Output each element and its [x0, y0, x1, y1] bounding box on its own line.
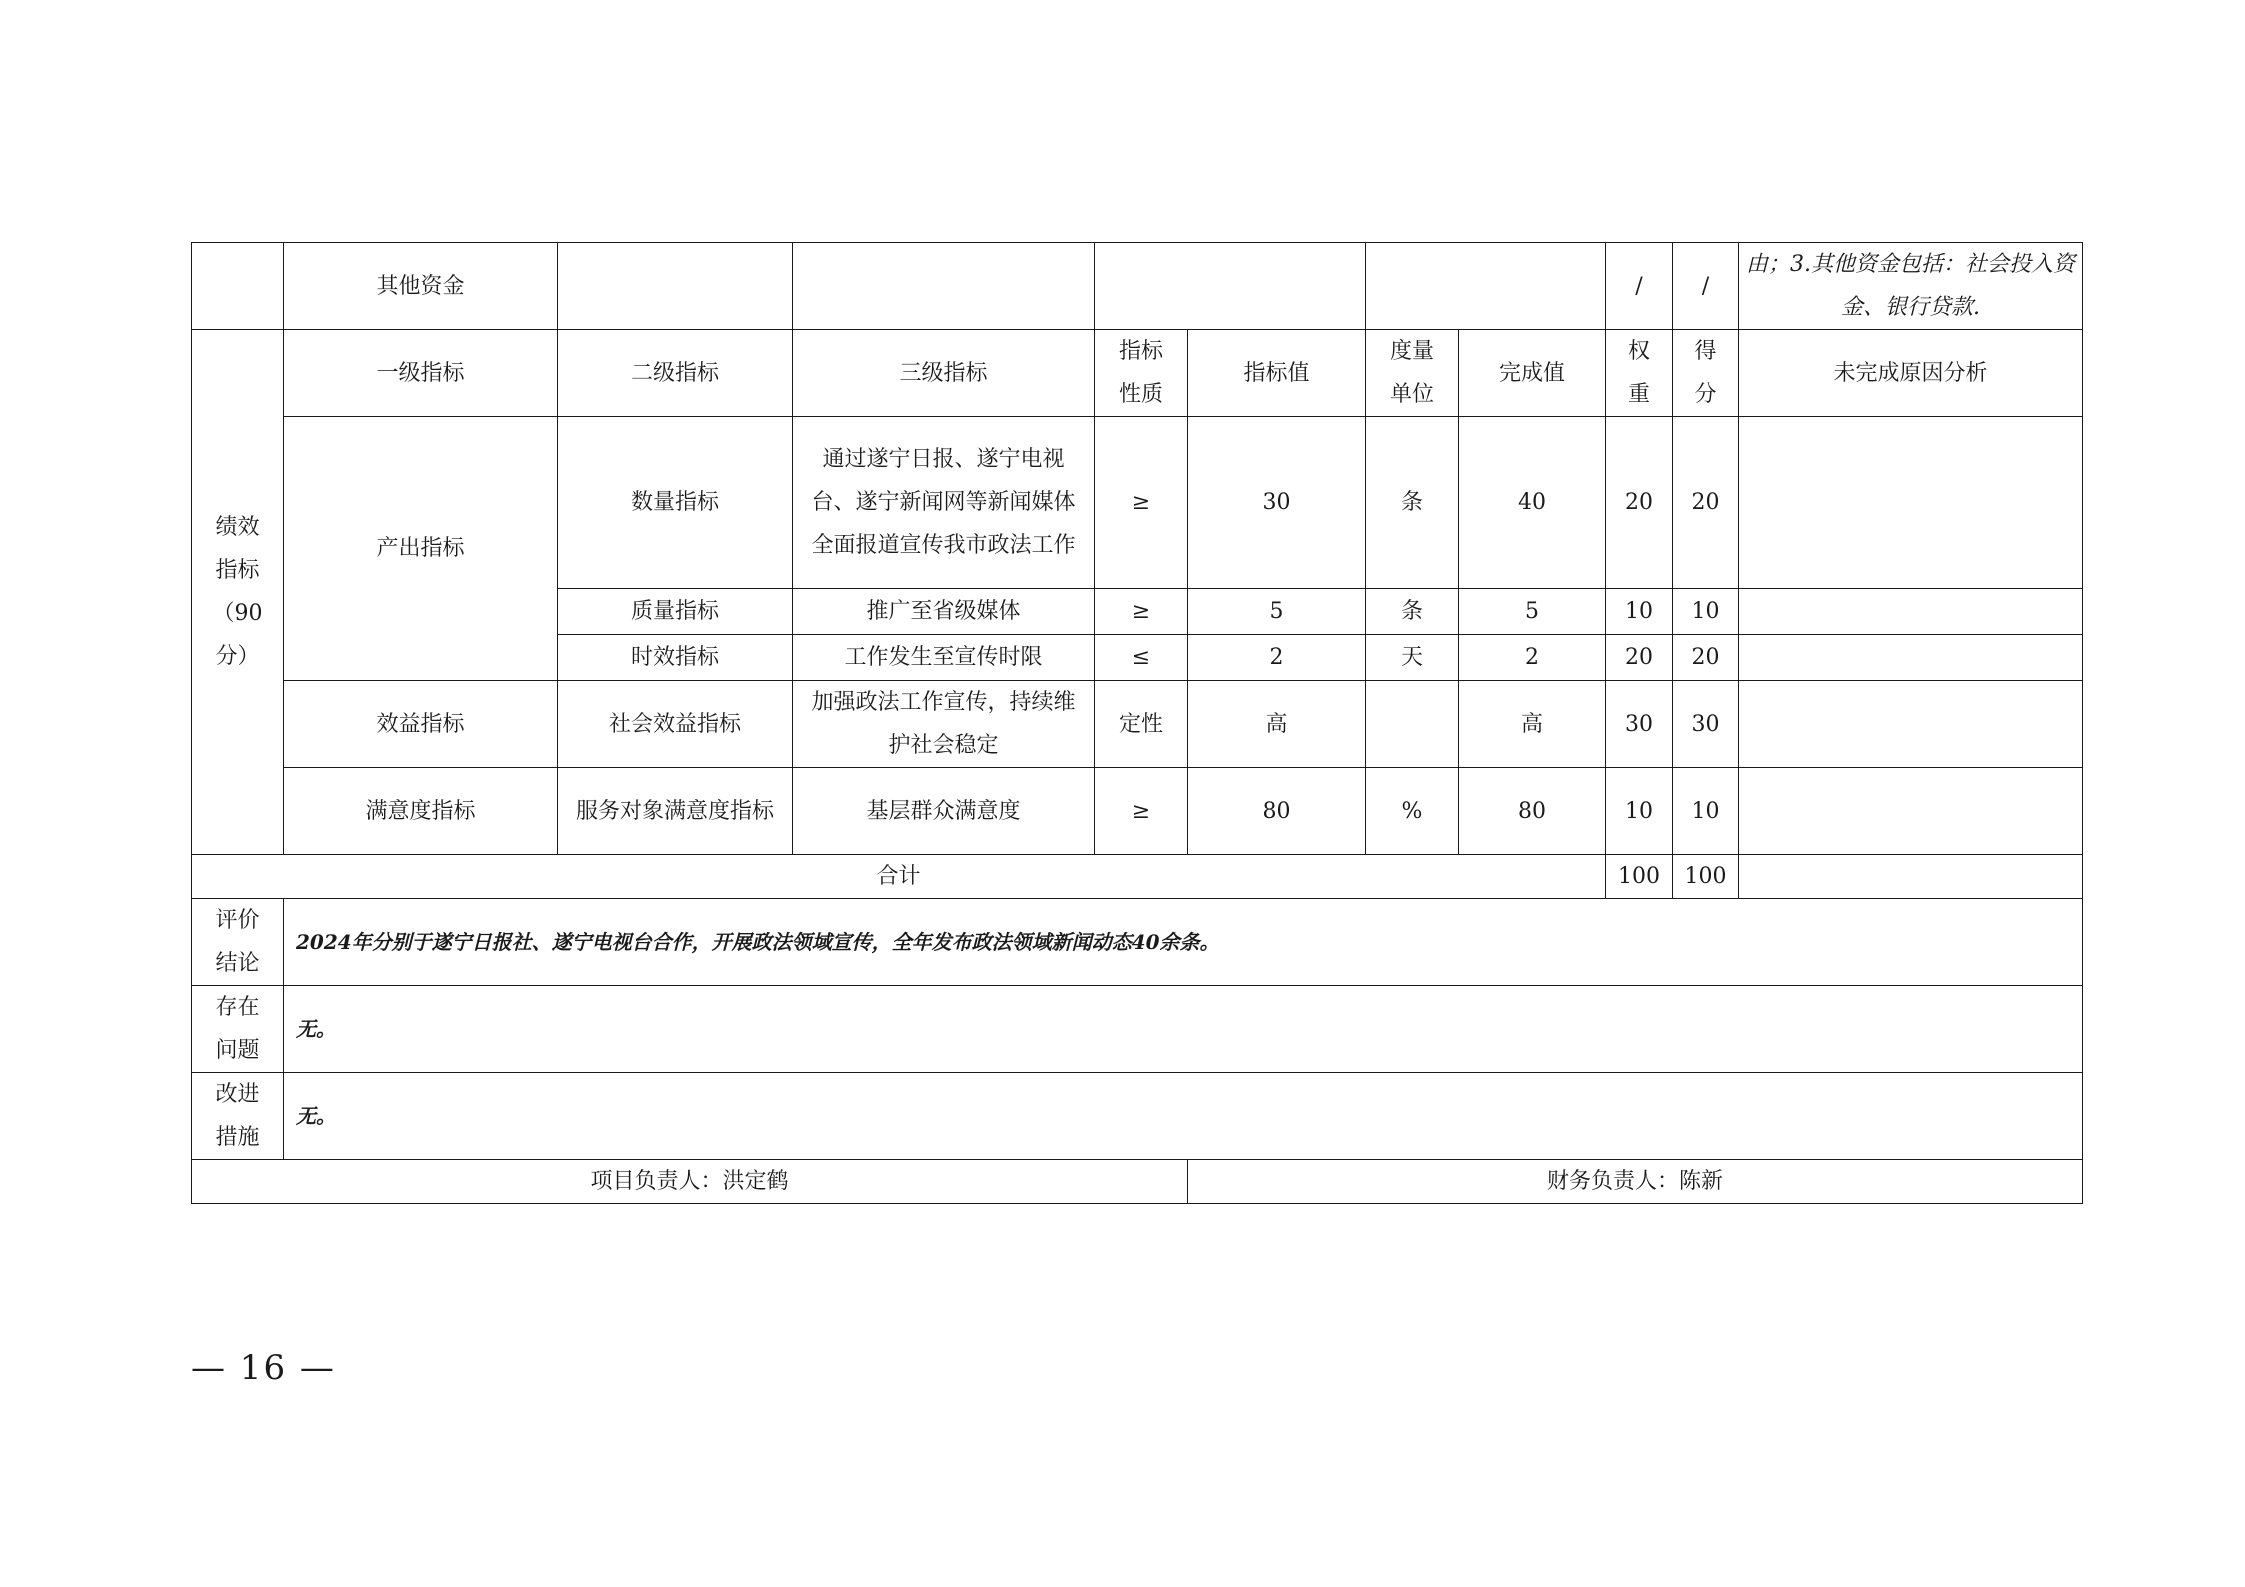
conclusion-row: [192, 899, 2083, 986]
row-actual: 高: [1459, 681, 1606, 768]
row-actual: 5: [1459, 589, 1606, 635]
row-score: 10: [1673, 589, 1739, 635]
row-unit: [1366, 681, 1459, 768]
total-label: 合计: [192, 855, 1606, 899]
row-nature: ≥: [1095, 768, 1188, 855]
problems-row: [192, 986, 2083, 1073]
empty-cell: [793, 243, 1095, 330]
header-level1: 一级指标: [284, 330, 558, 417]
total-score: 100: [1673, 855, 1739, 899]
table-row: [192, 417, 2083, 589]
row-nature: ≥: [1095, 417, 1188, 589]
row-weight: 30: [1606, 681, 1673, 768]
table-row: [192, 681, 2083, 768]
header-weight: 权重: [1606, 330, 1673, 417]
row-level2: 质量指标: [558, 589, 793, 635]
row-weight: 20: [1606, 417, 1673, 589]
row-score: 10: [1673, 768, 1739, 855]
header-reason: 未完成原因分析: [1739, 330, 2083, 417]
row-level3: 工作发生至宣传时限: [793, 635, 1095, 681]
header-unit: 度量单位: [1366, 330, 1459, 417]
signature-row: [192, 1160, 2083, 1204]
improvements-label: 改进措施: [192, 1073, 284, 1160]
row-score: 20: [1673, 635, 1739, 681]
row-level2: 数量指标: [558, 417, 793, 589]
empty-cell: [1739, 855, 2083, 899]
row-level3: 通过遂宁日报、遂宁电视台、遂宁新闻网等新闻媒体全面报道宣传我市政法工作: [793, 417, 1095, 589]
table-row: [192, 768, 2083, 855]
row-value: 高: [1188, 681, 1366, 768]
row-actual: 40: [1459, 417, 1606, 589]
row-value: 80: [1188, 768, 1366, 855]
indicator-section-label: 绩效指标（90分）: [192, 330, 284, 855]
row-reason: [1739, 681, 2083, 768]
total-weight: 100: [1606, 855, 1673, 899]
row-weight: 20: [1606, 635, 1673, 681]
group-satisfaction: 满意度指标: [284, 768, 558, 855]
improvements-row: [192, 1073, 2083, 1160]
row-level2: 社会效益指标: [558, 681, 793, 768]
conclusion-label: 评价结论: [192, 899, 284, 986]
group-output: 产出指标: [284, 417, 558, 681]
row-level3: 基层群众满意度: [793, 768, 1095, 855]
other-funds-row: [192, 243, 2083, 330]
row-level3: 推广至省级媒体: [793, 589, 1095, 635]
header-score: 得分: [1673, 330, 1739, 417]
total-row: [192, 855, 2083, 899]
header-level3: 三级指标: [793, 330, 1095, 417]
row-score: 20: [1673, 417, 1739, 589]
row-level2: 时效指标: [558, 635, 793, 681]
row-value: 30: [1188, 417, 1366, 589]
other-funds-score: /: [1673, 243, 1739, 330]
header-nature: 指标性质: [1095, 330, 1188, 417]
row-actual: 2: [1459, 635, 1606, 681]
row-actual: 80: [1459, 768, 1606, 855]
header-value: 指标值: [1188, 330, 1366, 417]
row-reason: [1739, 635, 2083, 681]
performance-evaluation-table: [191, 242, 2083, 1204]
conclusion-text: 2024年分别于遂宁日报社、遂宁电视台合作，开展政法领域宣传，全年发布政法领域新闻动态40余条。: [284, 899, 2083, 986]
project-lead-signature: 项目负责人：洪定鹤: [192, 1160, 1188, 1204]
other-funds-label: 其他资金: [284, 243, 558, 330]
row-nature: 定性: [1095, 681, 1188, 768]
row-nature: ≤: [1095, 635, 1188, 681]
header-actual: 完成值: [1459, 330, 1606, 417]
header-level2: 二级指标: [558, 330, 793, 417]
row-unit: 天: [1366, 635, 1459, 681]
row-value: 2: [1188, 635, 1366, 681]
row-unit: %: [1366, 768, 1459, 855]
row-reason: [1739, 417, 2083, 589]
row-reason: [1739, 768, 2083, 855]
row-reason: [1739, 589, 2083, 635]
other-funds-weight: /: [1606, 243, 1673, 330]
problems-label: 存在问题: [192, 986, 284, 1073]
row-level2: 服务对象满意度指标: [558, 768, 793, 855]
row-weight: 10: [1606, 589, 1673, 635]
row-score: 30: [1673, 681, 1739, 768]
empty-cell: [1366, 243, 1606, 330]
row-unit: 条: [1366, 417, 1459, 589]
problems-text: 无。: [284, 986, 2083, 1073]
indicator-header-row: [192, 330, 2083, 417]
row-unit: 条: [1366, 589, 1459, 635]
group-benefit: 效益指标: [284, 681, 558, 768]
empty-cell: [1095, 243, 1366, 330]
row-level3: 加强政法工作宣传，持续维护社会稳定: [793, 681, 1095, 768]
improvements-text: 无。: [284, 1073, 2083, 1160]
funds-note: 由；3.其他资金包括：社会投入资金、银行贷款.: [1739, 243, 2083, 330]
empty-cell: [558, 243, 793, 330]
page-number: — 16 —: [191, 1348, 336, 1388]
row-value: 5: [1188, 589, 1366, 635]
empty-cell: [192, 243, 284, 330]
row-weight: 10: [1606, 768, 1673, 855]
row-nature: ≥: [1095, 589, 1188, 635]
finance-lead-signature: 财务负责人：陈新: [1188, 1160, 2083, 1204]
